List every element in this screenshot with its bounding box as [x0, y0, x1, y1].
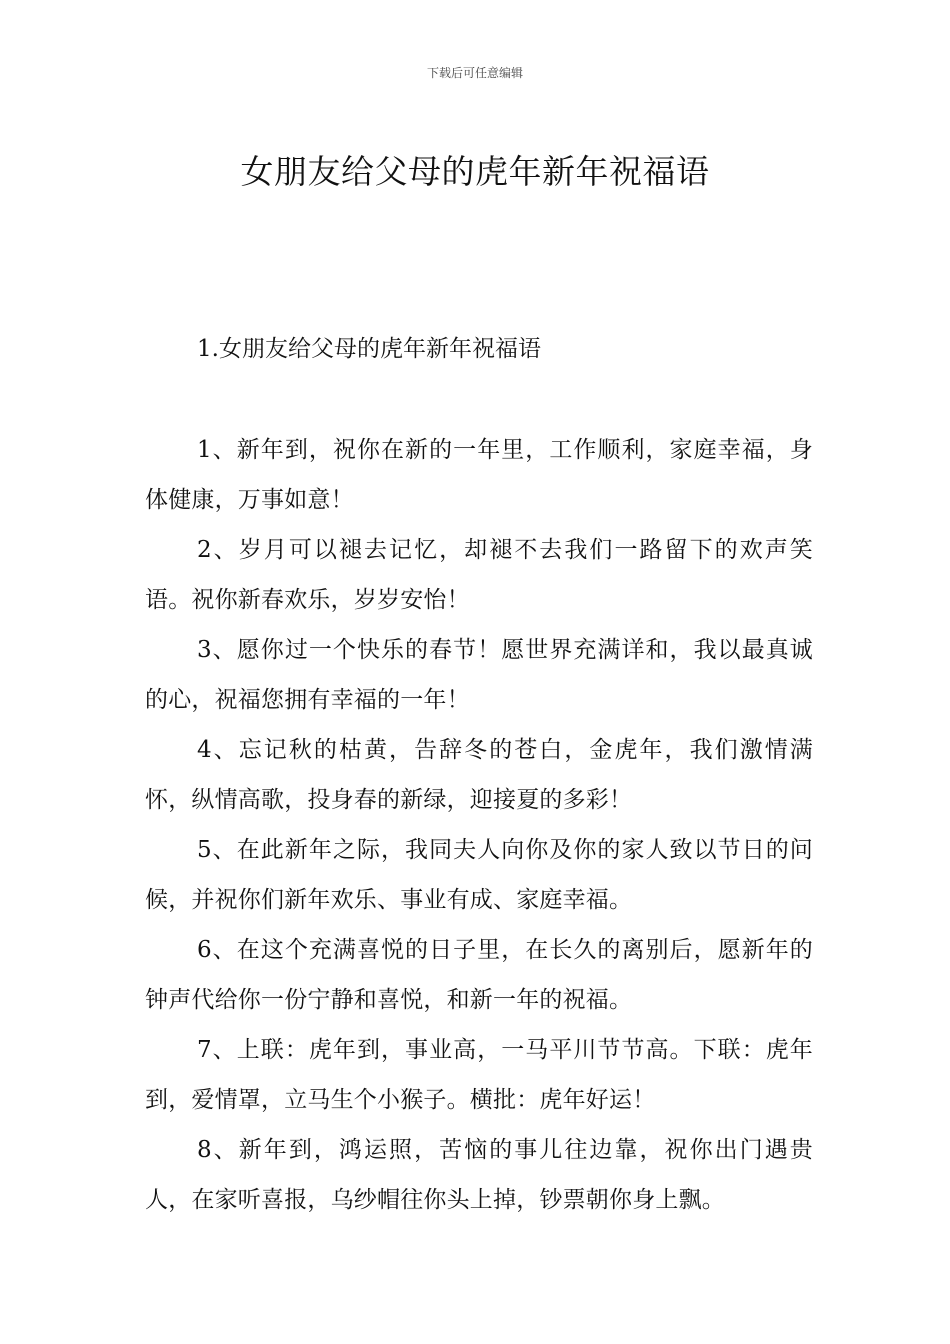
document-title: 女朋友给父母的虎年新年祝福语	[240, 152, 710, 192]
blessing-paragraph-2: 2、岁月可以褪去记忆，却褪不去我们一路留下的欢声笑语。祝你新春欢乐，岁岁安怡！	[145, 537, 813, 613]
section-heading: 1.女朋友给父母的虎年新年祝福语	[197, 336, 541, 362]
header-note: 下载后可任意编辑	[426, 66, 523, 80]
blessing-list	[145, 425, 813, 1225]
blessing-paragraph-3: 3、愿你过一个快乐的春节！愿世界充满详和，我以最真诚的心，祝福您拥有幸福的一年！	[145, 637, 813, 713]
blessing-paragraph-5: 5、在此新年之际，我同夫人向你及你的家人致以节日的问候，并祝你们新年欢乐、事业有成、家庭幸福。	[145, 837, 813, 913]
blessing-paragraph-1: 1、新年到，祝你在新的一年里，工作顺利，家庭幸福，身体健康，万事如意！	[145, 437, 813, 513]
blessing-paragraph-6: 6、在这个充满喜悦的日子里，在长久的离别后，愿新年的钟声代给你一份宁静和喜悦，和新一年的祝福。	[145, 937, 813, 1013]
blessing-paragraph-8: 8、新年到，鸿运照，苦恼的事儿往边靠，祝你出门遇贵人，在家听喜报，乌纱帽往你头上掉，钞票朝你身上飘。	[145, 1137, 813, 1213]
blessing-paragraph-4: 4、忘记秋的枯黄，告辞冬的苍白，金虎年，我们激情满怀，纵情高歌，投身春的新绿，迎接夏的多彩！	[145, 737, 813, 813]
blessing-paragraph-7: 7、上联：虎年到，事业高，一马平川节节高。下联：虎年到，爱情罩，立马生个小猴子。横批：虎年好运！	[145, 1037, 813, 1113]
